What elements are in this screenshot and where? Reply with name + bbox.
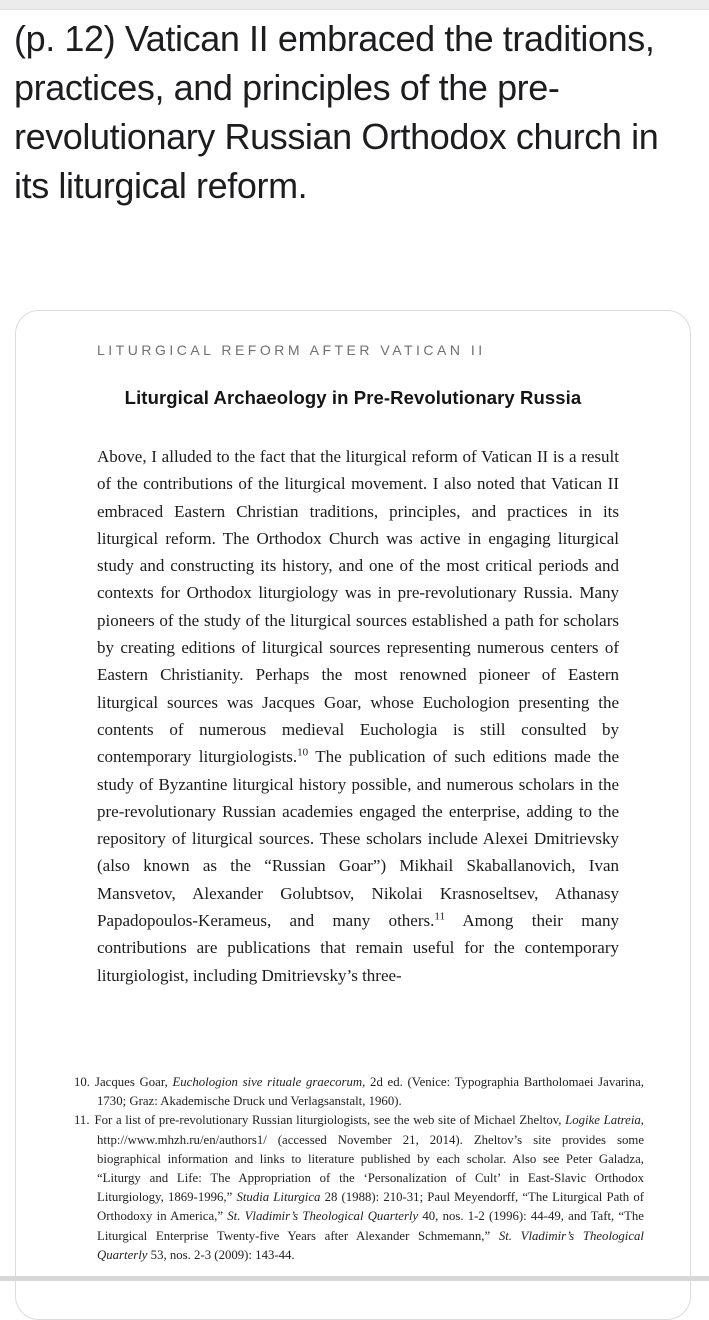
body-paragraph: Above, I alluded to the fact that the liturgical reform of Vatican II is a result of the contributions of the liturgical movement. I also noted that Vatican II embraced Eastern Christian traditions, principles, and practices in its liturgical reform. The Orthodox Church was active in engaging liturgical study and constructing its history, and one of the most critical periods and contexts for Orthodox liturgiology was in pre-revolutionary Russia. Many pioneers of the study of the liturgical sources established a path for scholars by creating editions of liturgical sources representing numerous centers of Eastern Christianity. Perhaps the most renowned pioneer of Eastern liturgical sources was Jacques Goar, whose Euchologion presenting the contents of numerous medieval Euchologia is still consulted by contemporary liturgiologists.$^{10}$ The publication of such editions made the study of Byzantine liturgical history possible, and numerous scholars in the pre-revolutionary Russian academies engaged the enterprise, adding to the repository of liturgical sources. These scholars include Alexei Dmitrievsky (also known as the “Russian Goar”) Mikhail Skaballanovich, Ivan Mansvetov, Alexander Golubtsov, Nikolai Krasnoseltsev, Athanasy Papadopoulos-Kerameus, and many others.$^{11}$ Among their many contributions are publications that remain useful for the contemporary liturgiologist, including Dmitrievsky’s three- <box>97 447 620 985</box>
footnote-text: Jacques Goar, Euchologion sive rituale graecorum, 2d ed. (Venice: Typographia Bartholomaei Javarina, 1730; Graz: Akademische Druck und Verlagsanstalt, 1960). <box>95 1075 644 1109</box>
bottom-bar <box>0 1276 709 1281</box>
running-header: LITURGICAL REFORM AFTER VATICAN II <box>97 342 486 358</box>
footnote-text: For a list of pre-revolutionary Russian liturgiologists, see the web site of Michael Zheltov, Logike Latreia, http://www.mhzh.ru/en/authors1/ (accessed November 21, 2014). Zheltov’s site provides some biographical information and links to literature published by each scholar. Also see Peter Galadza, “Liturgy and Life: The Appropriation of the ‘Personalization of Cult’ in East-Slavic Orthodox Liturgiology, 1869-1996,” Studia Liturgica 28 (1988): 210-31; Paul Meyendorff, “The Liturgical Path of Orthodoxy in America,” St. Vladimir’s Theological Quarterly 40, nos. 1-2 (1996): 44-49, and Taft, “The Liturgical Enterprise Twenty-five Years after Alexander Schmemann,” St. Vladimir’s Theological Quarterly 53, nos. 2-3 (2009): 143-44. <box>94 1113 644 1262</box>
section-title: Liturgical Archaeology in Pre-Revolutionary Russia <box>124 387 582 408</box>
footnotes <box>74 1073 644 1265</box>
top-bar <box>0 0 709 10</box>
book-page-card[interactable] <box>15 310 691 1320</box>
highlight-quote: (p. 12) Vatican II embraced the traditions, practices, and principles of the pre-revolutionary Russian Orthodox church in its liturgical reform. <box>14 18 659 206</box>
footnote-10 <box>74 1073 644 1111</box>
footnote-11 <box>74 1111 644 1265</box>
footnote-number: 11. <box>74 1113 90 1128</box>
footnote-number: 10. <box>74 1075 90 1089</box>
